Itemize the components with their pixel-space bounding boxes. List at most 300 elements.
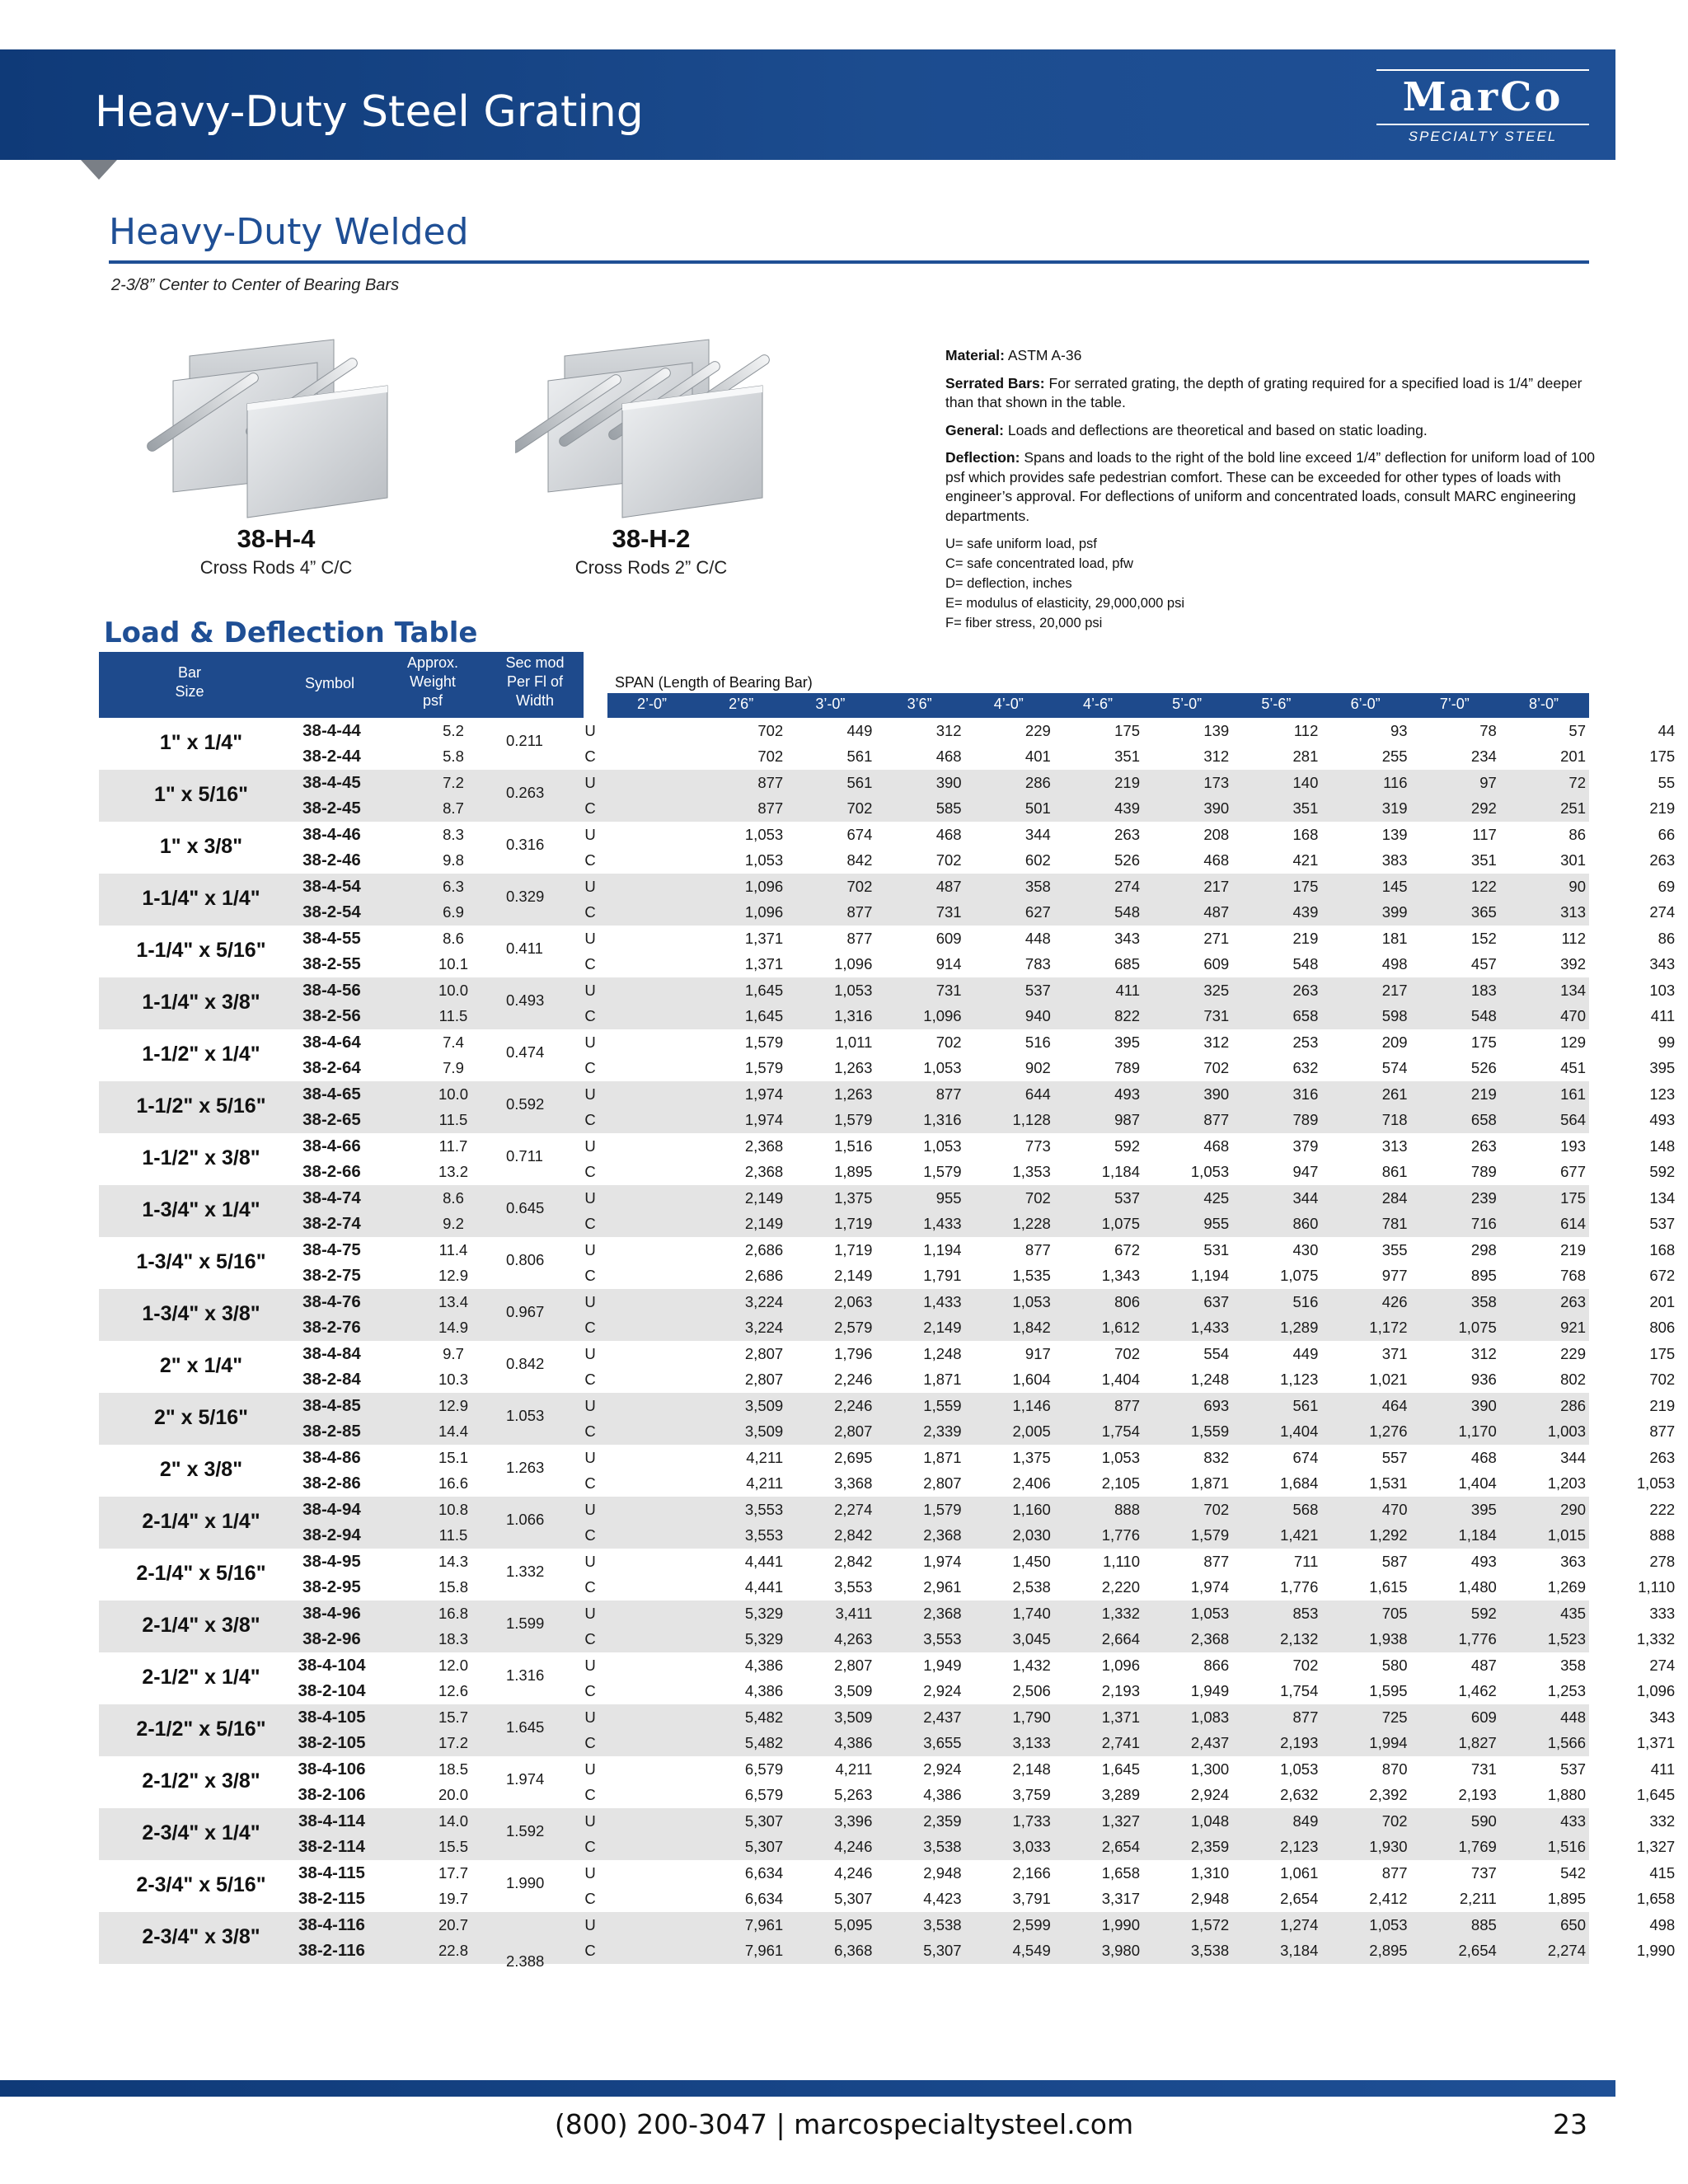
weight: 6.3	[443, 878, 464, 895]
section-modulus: 0.645	[506, 1199, 545, 1216]
header-weight	[379, 654, 486, 710]
load-value: 263	[1292, 982, 1319, 999]
load-value: 3,224	[744, 1293, 784, 1310]
load-value: 1,053	[923, 1137, 962, 1155]
load-value: 2,807	[923, 1474, 962, 1492]
span-column-header: 7’-0”	[1439, 696, 1470, 712]
load-value: 1,274	[1280, 1916, 1319, 1933]
bar-size: 1" x 1/4"	[159, 731, 243, 754]
table-row	[99, 900, 1676, 926]
serrated-text: For serrated grating, the depth of grating required for a specified load is 1/4” deeper than that shown in the table.	[945, 374, 1582, 410]
load-value: 1,404	[1458, 1474, 1497, 1492]
section-modulus: 1.990	[506, 1874, 545, 1891]
weight: 15.1	[438, 1449, 468, 1466]
load-type: C	[584, 1734, 596, 1751]
load-value: 2,359	[923, 1812, 962, 1830]
load-value: 274	[1114, 878, 1140, 895]
load-value: 1,776	[1458, 1630, 1497, 1647]
load-type: U	[584, 1916, 596, 1933]
load-value: 702	[1025, 1189, 1051, 1207]
load-type: U	[584, 1397, 596, 1414]
load-type: U	[584, 878, 596, 895]
load-value: 1,895	[834, 1163, 873, 1180]
load-value: 674	[1292, 1449, 1319, 1466]
load-value: 312	[1203, 748, 1230, 765]
load-value: 123	[1649, 1085, 1676, 1103]
symbol: 38-2-55	[302, 954, 361, 973]
load-type: C	[584, 903, 596, 921]
load-value: 1,719	[834, 1241, 873, 1258]
load-value: 415	[1649, 1864, 1676, 1882]
load-value: 718	[1381, 1111, 1408, 1128]
load-value: 1,579	[923, 1501, 962, 1518]
bar-size: 1-3/4" x 3/8"	[142, 1302, 260, 1325]
table-row-group	[99, 926, 1676, 977]
load-value: 239	[1470, 1189, 1497, 1207]
load-value: 2,579	[834, 1319, 873, 1336]
load-value: 537	[1114, 1189, 1140, 1207]
load-value: 2,948	[1190, 1890, 1230, 1907]
load-value: 175	[1560, 1189, 1586, 1207]
bar-size: 1-1/4" x 1/4"	[142, 887, 260, 910]
symbol: 38-4-95	[302, 1552, 361, 1571]
load-value: 145	[1381, 878, 1408, 895]
load-value: 117	[1472, 826, 1497, 843]
load-value: 516	[1292, 1293, 1319, 1310]
table-row-group	[99, 822, 1676, 874]
load-value: 1,645	[1636, 1786, 1676, 1803]
load-value: 1,612	[1101, 1319, 1140, 1336]
material-text: ASTM A-36	[1007, 347, 1082, 363]
load-value: 255	[1381, 748, 1408, 765]
load-value: 1,523	[1547, 1630, 1586, 1647]
load-value: 112	[1293, 722, 1319, 739]
load-type: U	[584, 1137, 596, 1155]
load-value: 234	[1470, 748, 1497, 765]
section-title: Heavy-Duty Welded	[109, 211, 469, 253]
load-value: 90	[1568, 878, 1586, 895]
load-value: 3,553	[744, 1501, 784, 1518]
load-value: 175	[1114, 722, 1140, 739]
table-row	[99, 1523, 1676, 1549]
weight: 14.0	[438, 1812, 468, 1830]
bar-size: 2-1/2" x 1/4"	[142, 1666, 260, 1689]
bar-size: 2-1/4" x 3/8"	[142, 1614, 260, 1637]
table-row-group	[99, 1237, 1676, 1289]
load-value: 2,193	[1101, 1682, 1140, 1699]
load-value: 1,645	[744, 982, 784, 999]
load-value: 383	[1381, 851, 1408, 869]
table-title: Load & Deflection Table	[104, 616, 478, 649]
load-value: 702	[846, 799, 873, 817]
load-value: 103	[1649, 982, 1676, 999]
load-value: 877	[1292, 1708, 1319, 1726]
bar-size: 1-3/4" x 5/16"	[136, 1250, 266, 1273]
load-value: 1,871	[923, 1371, 962, 1388]
load-value: 955	[935, 1189, 962, 1207]
load-value: 358	[1470, 1293, 1497, 1310]
symbol: 38-4-54	[302, 877, 361, 896]
symbol: 38-4-74	[302, 1188, 361, 1207]
section-modulus: 1.974	[506, 1770, 545, 1788]
load-value: 1,053	[744, 826, 784, 843]
weight: 11.7	[438, 1137, 468, 1155]
table-row	[99, 1757, 1676, 1783]
load-value: 219	[1560, 1241, 1586, 1258]
load-value: 1,871	[1190, 1474, 1230, 1492]
load-value: 1,332	[1636, 1630, 1676, 1647]
table-row-group	[99, 977, 1676, 1029]
load-value: 548	[1470, 1007, 1497, 1024]
load-value: 4,211	[746, 1474, 784, 1492]
load-value: 1,579	[834, 1111, 873, 1128]
table-row	[99, 1653, 1676, 1679]
load-value: 1,658	[1101, 1864, 1140, 1882]
load-value: 1,203	[1547, 1474, 1586, 1492]
table-row	[99, 1160, 1676, 1185]
load-type: U	[584, 1501, 596, 1518]
load-value: 1,096	[834, 955, 873, 972]
load-value: 1,269	[1547, 1578, 1586, 1596]
load-type: U	[584, 1657, 596, 1674]
load-value: 1,003	[1547, 1422, 1586, 1440]
load-value: 168	[1292, 826, 1319, 843]
bar-size: 1-3/4" x 1/4"	[142, 1198, 260, 1221]
load-value: 1,974	[744, 1085, 784, 1103]
load-value: 2,193	[1280, 1734, 1319, 1751]
load-value: 344	[1025, 826, 1051, 843]
load-value: 2,895	[1369, 1942, 1408, 1959]
load-value: 885	[1470, 1916, 1497, 1933]
table-row	[99, 1394, 1676, 1419]
load-value: 312	[1203, 1033, 1230, 1051]
load-value: 672	[1649, 1267, 1676, 1284]
load-value: 693	[1203, 1397, 1230, 1414]
symbol: 38-4-65	[302, 1085, 361, 1104]
weight: 5.2	[443, 722, 464, 739]
load-value: 3,289	[1101, 1786, 1140, 1803]
load-value: 917	[1025, 1345, 1051, 1362]
load-value: 219	[1292, 930, 1319, 947]
bar-size: 1-1/4" x 3/8"	[142, 991, 260, 1014]
load-value: 1,263	[834, 1059, 873, 1076]
load-value: 263	[1649, 1449, 1676, 1466]
load-value: 2,246	[834, 1397, 873, 1414]
load-type: C	[584, 1838, 596, 1855]
table-row	[99, 1861, 1676, 1886]
load-value: 313	[1560, 903, 1586, 921]
footer-contact: (800) 200-3047 | marcospecialtysteel.com	[554, 2108, 1134, 2140]
load-value: 1,404	[1101, 1371, 1140, 1388]
load-value: 390	[1470, 1397, 1497, 1414]
load-value: 1,371	[1636, 1734, 1676, 1751]
symbol: 38-2-86	[302, 1474, 361, 1493]
load-value: 1,015	[1547, 1526, 1586, 1544]
load-type: C	[584, 799, 596, 817]
load-value: 470	[1560, 1007, 1586, 1024]
load-value: 5,482	[744, 1708, 784, 1726]
load-value: 1,433	[923, 1215, 962, 1232]
load-value: 2,924	[1190, 1786, 1230, 1803]
bar-size: 2-1/2" x 3/8"	[142, 1769, 260, 1793]
load-value: 637	[1203, 1293, 1230, 1310]
load-value: 1,075	[1280, 1267, 1319, 1284]
weight: 10.8	[438, 1501, 468, 1518]
load-value: 3,553	[744, 1526, 784, 1544]
load-value: 1,194	[1190, 1267, 1230, 1284]
load-value: 219	[1470, 1085, 1497, 1103]
bar-size: 2-3/4" x 3/8"	[142, 1925, 260, 1948]
load-value: 789	[1292, 1111, 1319, 1128]
section-modulus: 1.645	[506, 1718, 545, 1736]
load-type: C	[584, 1630, 596, 1647]
deflection-text: Spans and loads to the right of the bold line exceed 1/4” deflection for uniform load of 100 psf which provides safe pedestrian comfort. These can be exceeded for other types of loads with engineer’s approval. For deflections of uniform and concentrated loads, consult MARC engineering departments.	[945, 449, 1595, 524]
load-value: 1,096	[923, 1007, 962, 1024]
product-code: 38-H-2	[612, 524, 691, 553]
load-value: 1,021	[1369, 1371, 1408, 1388]
load-value: 1,740	[1012, 1605, 1051, 1622]
load-value: 430	[1292, 1241, 1319, 1258]
load-value: 1,404	[1280, 1422, 1319, 1440]
load-value: 561	[1292, 1397, 1319, 1414]
section-subtitle: 2-3/8” Center to Center of Bearing Bars	[111, 276, 400, 294]
load-value: 286	[1025, 774, 1051, 791]
load-value: 435	[1560, 1605, 1586, 1622]
legend-item: D= deflection, inches	[945, 576, 1072, 591]
header-sec-line: Width	[515, 692, 554, 709]
symbol: 38-4-106	[298, 1760, 366, 1779]
load-value: 877	[757, 774, 784, 791]
load-value: 3,655	[923, 1734, 962, 1751]
table-row	[99, 1886, 1676, 1912]
load-value: 351	[1292, 799, 1319, 817]
load-value: 632	[1292, 1059, 1319, 1076]
load-value: 526	[1114, 851, 1140, 869]
load-value: 501	[1025, 799, 1051, 817]
load-value: 72	[1568, 774, 1586, 791]
load-value: 193	[1560, 1137, 1586, 1155]
load-value: 5,307	[834, 1890, 873, 1907]
load-value: 2,063	[834, 1293, 873, 1310]
weight: 12.0	[438, 1657, 468, 1674]
load-value: 1,310	[1190, 1864, 1230, 1882]
load-value: 1,480	[1458, 1578, 1497, 1596]
load-value: 217	[1203, 878, 1230, 895]
load-value: 253	[1292, 1033, 1319, 1051]
load-value: 1,949	[923, 1657, 962, 1674]
load-type: U	[584, 826, 596, 843]
load-value: 1,289	[1280, 1319, 1319, 1336]
load-value: 312	[1470, 1345, 1497, 1362]
load-value: 122	[1470, 878, 1497, 895]
load-value: 487	[935, 878, 962, 895]
load-value: 1,579	[744, 1033, 784, 1051]
material-label: Material:	[945, 347, 1005, 363]
weight: 11.5	[438, 1526, 468, 1544]
weight: 10.0	[438, 1085, 468, 1103]
load-value: 2,368	[744, 1137, 784, 1155]
header-symbol: Symbol	[304, 675, 355, 691]
load-value: 1,776	[1101, 1526, 1140, 1544]
load-value: 251	[1560, 799, 1586, 817]
table-row-group	[99, 1912, 1676, 1970]
load-value: 390	[935, 774, 962, 791]
load-value: 222	[1649, 1501, 1676, 1518]
load-value: 2,132	[1280, 1630, 1319, 1647]
load-value: 4,246	[834, 1864, 873, 1882]
load-value: 217	[1381, 982, 1408, 999]
weight: 11.5	[438, 1111, 468, 1128]
load-value: 1,930	[1369, 1838, 1408, 1855]
header-weight-line: psf	[422, 692, 443, 709]
load-value: 1,096	[744, 903, 784, 921]
symbol: 38-2-56	[302, 1006, 361, 1025]
load-value: 731	[935, 982, 962, 999]
load-value: 1,790	[1012, 1708, 1051, 1726]
symbol: 38-4-44	[302, 721, 361, 740]
table-row-group	[99, 1445, 1676, 1497]
load-value: 789	[1470, 1163, 1497, 1180]
load-value: 395	[1114, 1033, 1140, 1051]
table-row	[99, 1315, 1676, 1341]
load-value: 3,317	[1101, 1890, 1140, 1907]
load-value: 1,316	[923, 1111, 962, 1128]
load-value: 1,300	[1190, 1760, 1230, 1778]
product-code: 38-H-4	[237, 524, 316, 553]
general-label: General:	[945, 421, 1004, 438]
load-value: 789	[1114, 1059, 1140, 1076]
section-modulus: 0.263	[506, 784, 545, 801]
symbol: 38-4-94	[302, 1500, 361, 1519]
load-value: 2,807	[834, 1657, 873, 1674]
load-value: 1,194	[923, 1241, 962, 1258]
load-value: 2,149	[834, 1267, 873, 1284]
load-value: 395	[1470, 1501, 1497, 1518]
load-value: 2,368	[1190, 1630, 1230, 1647]
load-value: 1,371	[1101, 1708, 1140, 1726]
load-value: 263	[1470, 1137, 1497, 1155]
weight: 8.6	[443, 1189, 464, 1207]
header-notch	[81, 160, 117, 180]
serrated-label: Serrated Bars:	[945, 374, 1045, 391]
load-value: 5,307	[744, 1838, 784, 1855]
load-value: 3,411	[835, 1605, 873, 1622]
load-value: 2,654	[1458, 1942, 1497, 1959]
load-value: 1,433	[1190, 1319, 1230, 1336]
load-value: 319	[1381, 799, 1408, 817]
weight: 12.9	[438, 1397, 468, 1414]
grating-38-h-2-image	[515, 323, 787, 521]
load-value: 773	[1025, 1137, 1051, 1155]
load-value: 134	[1649, 1189, 1676, 1207]
table-row	[99, 1938, 1676, 1964]
load-value: 644	[1025, 1085, 1051, 1103]
weight: 15.7	[438, 1708, 468, 1726]
load-value: 702	[757, 722, 784, 739]
load-value: 421	[1292, 851, 1319, 869]
product-description: Cross Rods 2” C/C	[574, 557, 728, 578]
table-row	[99, 719, 1676, 744]
load-value: 842	[846, 851, 873, 869]
load-value: 433	[1560, 1812, 1586, 1830]
section-modulus: 1.066	[506, 1511, 545, 1528]
section-modulus: 0.411	[506, 940, 543, 957]
load-value: 392	[1560, 955, 1586, 972]
table-row	[99, 1446, 1676, 1471]
symbol: 38-4-55	[302, 929, 361, 948]
load-value: 152	[1470, 930, 1497, 947]
load-value: 1,170	[1458, 1422, 1497, 1440]
page-number: 23	[1553, 2108, 1587, 2140]
symbol: 38-4-86	[302, 1448, 361, 1467]
load-value: 1,990	[1101, 1916, 1140, 1933]
load-value: 175	[1649, 748, 1676, 765]
load-type: C	[584, 1786, 596, 1803]
load-value: 1,053	[1101, 1449, 1140, 1466]
load-value: 1,566	[1547, 1734, 1586, 1751]
load-value: 363	[1560, 1553, 1586, 1570]
weight: 18.3	[438, 1630, 468, 1647]
bar-size: 1-1/2" x 5/16"	[136, 1094, 266, 1118]
legend-item: F= fiber stress, 20,000 psi	[945, 616, 1103, 630]
load-value: 4,549	[1012, 1942, 1051, 1959]
load-value: 1,579	[1190, 1526, 1230, 1544]
page-title: Heavy-Duty Steel Grating	[95, 87, 644, 137]
table-row	[99, 1731, 1676, 1756]
load-value: 4,211	[746, 1449, 784, 1466]
load-value: 173	[1203, 774, 1230, 791]
symbol: 38-2-44	[302, 747, 361, 766]
load-value: 731	[1470, 1760, 1497, 1778]
table-row-group	[99, 1601, 1676, 1652]
load-value: 4,386	[834, 1734, 873, 1751]
load-type: C	[584, 1942, 596, 1959]
load-value: 702	[935, 1033, 962, 1051]
table-row	[99, 1627, 1676, 1652]
load-value: 2,741	[1101, 1734, 1140, 1751]
bar-size: 1" x 5/16"	[153, 783, 249, 806]
table-row-group	[99, 1808, 1676, 1860]
table-row-group	[99, 1704, 1676, 1756]
material-notes	[945, 346, 1597, 633]
load-value: 1,146	[1012, 1397, 1051, 1414]
load-value: 139	[1203, 722, 1230, 739]
table-row	[99, 1835, 1676, 1860]
weight: 20.7	[438, 1916, 468, 1933]
load-value: 2,632	[1280, 1786, 1319, 1803]
load-value: 468	[1470, 1449, 1497, 1466]
load-value: 468	[935, 826, 962, 843]
load-value: 866	[1203, 1657, 1230, 1674]
load-value: 2,149	[923, 1319, 962, 1336]
load-value: 411	[1650, 1007, 1676, 1024]
load-value: 129	[1560, 1033, 1586, 1051]
load-value: 201	[1560, 748, 1586, 765]
load-value: 716	[1470, 1215, 1497, 1232]
load-value: 3,368	[834, 1474, 873, 1492]
load-value: 672	[1114, 1241, 1140, 1258]
section-modulus: 1.332	[506, 1563, 545, 1580]
load-value: 548	[1114, 903, 1140, 921]
load-value: 1,974	[744, 1111, 784, 1128]
load-value: 4,423	[923, 1890, 962, 1907]
grating-38-h-4-image	[140, 323, 412, 521]
symbol: 38-2-104	[298, 1681, 366, 1700]
load-type: U	[584, 774, 596, 791]
load-value: 6,579	[744, 1786, 784, 1803]
symbol: 38-4-64	[302, 1033, 361, 1052]
load-value: 1,160	[1012, 1501, 1051, 1518]
